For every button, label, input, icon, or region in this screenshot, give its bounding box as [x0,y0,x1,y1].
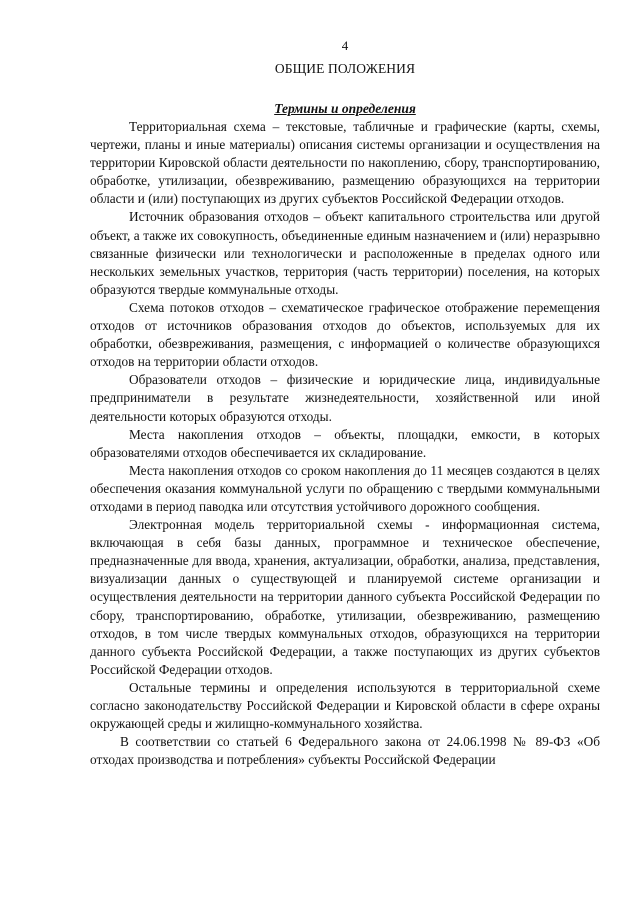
section-title: ОБЩИЕ ПОЛОЖЕНИЯ [274,61,416,76]
page-number: 4 [341,38,349,53]
paragraph-accumulation-places: Места накопления отходов – объекты, площадки, емкости, в которых образователями отходов обеспечивается их складирование. [90,426,600,460]
paragraph-territorial-scheme: Территориальная схема – текстовые, табличные и графические (карты, схемы, чертежи, планы и иные материалы) описания системы организации и осуществления на территории Кировской области деятельности по накоплению, сбору, транспортированию, обработке, утилизации, обезвреживанию, размещению образующихся на территории области и (или) поступающих из других субъектов Российской Федерации отходов. [90,119,600,207]
paragraph-other-terms: Остальные термины и определения используются в территориальной схеме согласно законодательству Российской Федерации и Кировской области в сфере охраны окружающей среды и жилищно-коммунального хозяйства. [90,679,600,732]
paragraph-waste-flow-scheme: Схема потоков отходов – схематическое графическое отображение перемещения отходов от источников образования отходов до объектов, используемых для их обработки, обезвреживания, размещения, с информацией о количестве образующихся отходов на территории области отходов. [90,299,600,370]
paragraph-waste-generators: Образователи отходов – физические и юридические лица, индивидуальные предприниматели в результате жизнедеятельности, хозяйственной или иной деятельности которых образуются отходы. [90,372,600,424]
subsection-title: Термины и определения [274,101,416,116]
paragraph-electronic-model: Электронная модель территориальной схемы - информационная система, включающая в себя базы данных, программное и техническое обеспечение, предназначенные для ввода, хранения, актуализации, обработки, анализа, представления, визуализации данных о существующей и планируемой системе организации и осуществления деятельности на территории данного субъекта Российской Федерации по сбору, транспортированию, обработке, утилизации, обезвреживанию, размещению отходов, в том числе твердых коммунальных отходов, образующихся на территории данного субъекта Российской Федерации, а также поступающих из других субъектов Российской Федерации отходов. [90,517,600,677]
paragraph-federal-law: В соответствии со статьей 6 Федерального закона от 24.06.1998 № 89-ФЗ «Об отходах производства и потребления» субъекты Российской Федерации [90,734,600,768]
paragraph-accumulation-places-11-months: Места накопления отходов со сроком накопления до 11 месяцев создаются в целях обеспечения оказания коммунальной услуги по обращению с твердыми коммунальными отходами в период паводка или отсутствия устойчивого дорожного сообщения. [90,462,600,514]
paragraph-waste-source: Источник образования отходов – объект капитального строительства или другой объект, а также их совокупность, объединенные единым назначением и (или) неразрывно связанные физически или технологически и расположенные в пределах одного или нескольких земельных участков, территория (часть территории) поселения, на которых образуются твердые коммунальные отходы. [90,209,600,297]
